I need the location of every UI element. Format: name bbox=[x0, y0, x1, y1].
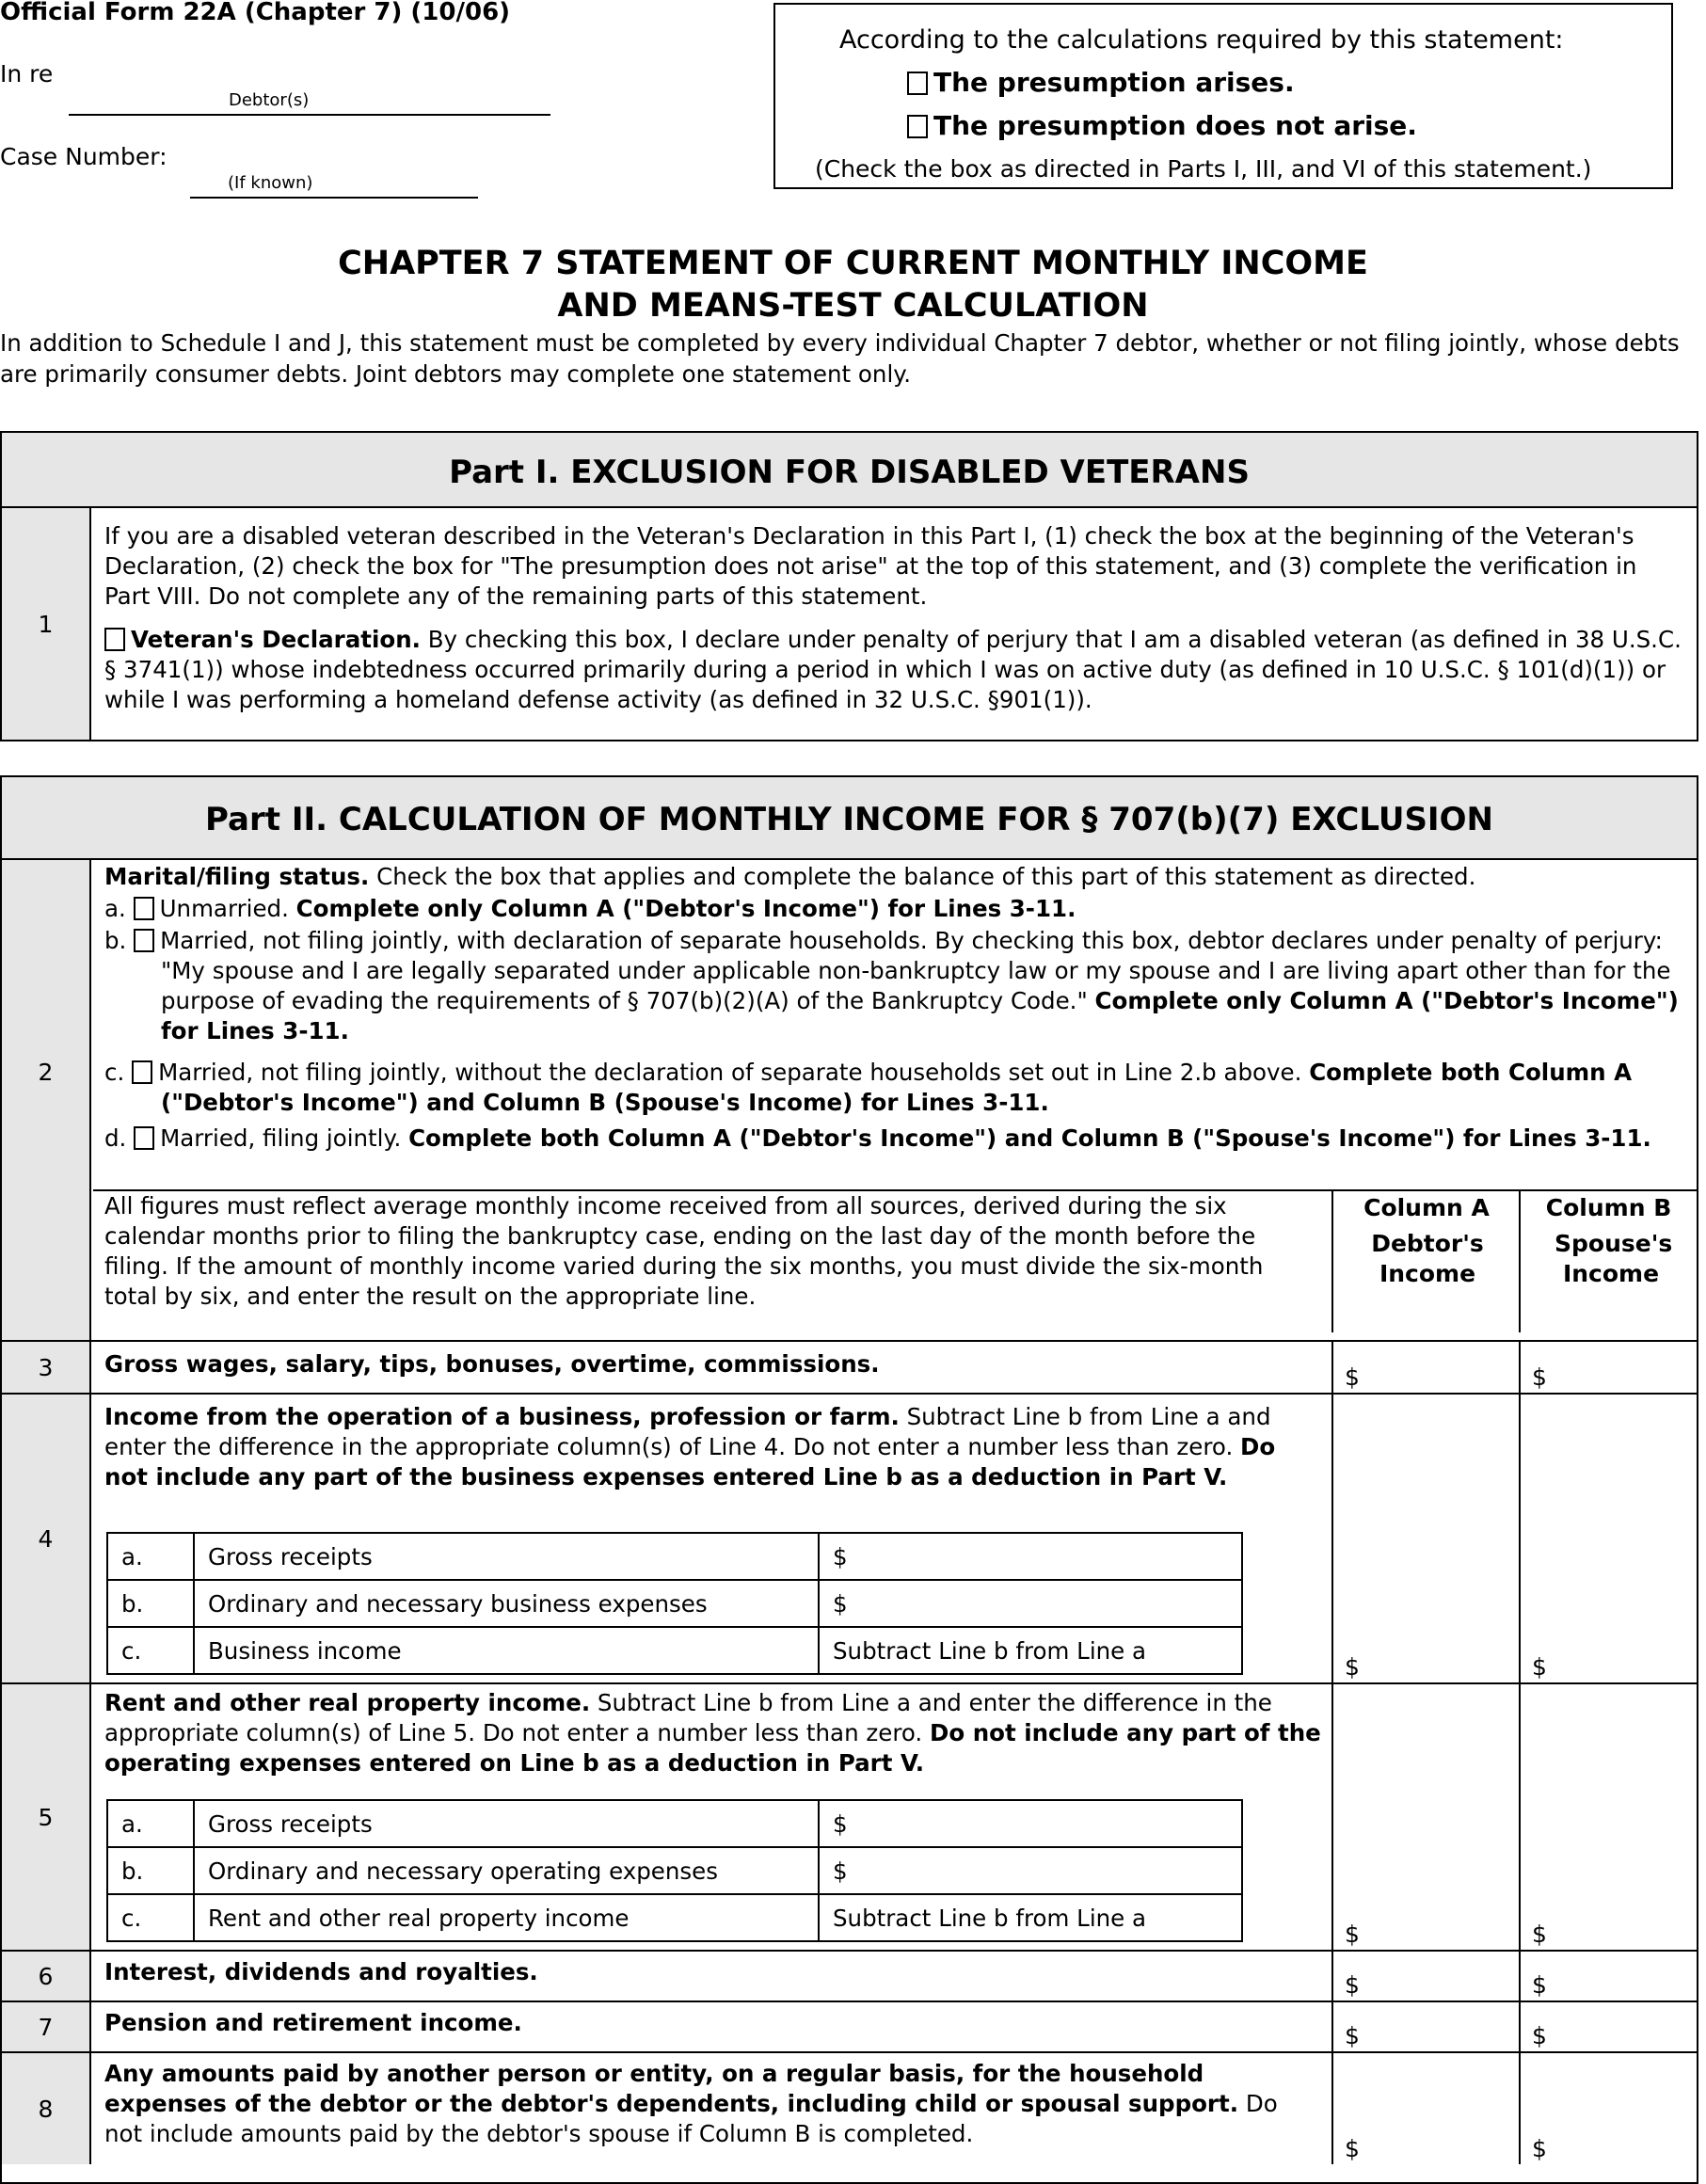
subtable-row bbox=[107, 1580, 1242, 1627]
line-3-column-b-field[interactable] bbox=[1519, 1342, 1697, 1393]
presumption-does-not-arise-option[interactable] bbox=[907, 110, 1417, 141]
option-instruction: Complete only Column A ("Debtor's Income") for Lines 3-11. bbox=[161, 987, 1679, 1044]
option-d-checkbox[interactable] bbox=[134, 1126, 154, 1150]
dollar-sign: $ bbox=[1532, 1921, 1547, 1948]
marital-status-heading bbox=[104, 862, 1687, 892]
business-expenses-field[interactable]: $ bbox=[819, 1580, 1242, 1627]
line-number: 3 bbox=[2, 1342, 91, 1393]
case-number-label: Case Number: bbox=[0, 143, 167, 170]
part-1-section bbox=[0, 431, 1698, 741]
row-letter: b. bbox=[107, 1847, 194, 1894]
option-a-checkbox[interactable] bbox=[134, 897, 154, 920]
veteran-declaration bbox=[104, 625, 1687, 715]
line-8-column-b-field[interactable] bbox=[1519, 2053, 1697, 2164]
subtable-row bbox=[107, 1800, 1242, 1847]
option-c-checkbox[interactable] bbox=[132, 1060, 152, 1084]
line-6-column-a-field[interactable] bbox=[1331, 1952, 1520, 2001]
title-line-2: AND MEANS-TEST CALCULATION bbox=[557, 287, 1149, 325]
subtable-row bbox=[107, 1533, 1242, 1580]
row-letter: a. bbox=[107, 1800, 194, 1847]
subtable-row bbox=[107, 1627, 1242, 1674]
presumption-intro: According to the calculations required by this statement: bbox=[839, 25, 1564, 55]
line-number: 4 bbox=[2, 1395, 91, 1682]
dollar-sign: $ bbox=[1532, 1653, 1547, 1681]
line-4-column-b-field[interactable] bbox=[1519, 1395, 1697, 1682]
figures-note: All figures must reflect average monthly income received from all sources, derived during the six calendar months prior to filing the bankruptcy case, ending on the last day of the month before the filing. If the amount of monthly income varied during the six months, you must divide the six-month total by six, and enter the result on the appropriate line. bbox=[104, 1192, 1264, 1310]
line-2-number-cell-continued bbox=[2, 1283, 91, 1340]
line-5-column-b-field[interactable] bbox=[1519, 1684, 1697, 1950]
rent-income-instruction: Subtract Line b from Line a bbox=[819, 1894, 1242, 1941]
line-7-row bbox=[2, 2001, 1697, 2051]
line-6-column-b-field[interactable] bbox=[1519, 1952, 1697, 2001]
line-5-column-a-field[interactable] bbox=[1331, 1684, 1520, 1950]
intro-paragraph: In addition to Schedule I and J, this statement must be completed by every individual Chapter 7 debtor, whether or not filing jointly, whose debts are primarily consumer debts. Joint debtors may complete one statement only. bbox=[0, 329, 1680, 388]
line-7-column-a-field[interactable] bbox=[1331, 2002, 1520, 2051]
title-line-1: CHAPTER 7 STATEMENT OF CURRENT MONTHLY INCOME bbox=[338, 245, 1368, 282]
marital-option-d[interactable] bbox=[104, 1124, 1687, 1154]
line-3-column-a-field[interactable] bbox=[1331, 1342, 1520, 1393]
presumption-arises-option[interactable] bbox=[907, 67, 1295, 98]
option-b-checkbox[interactable] bbox=[134, 929, 154, 952]
marital-option-b[interactable] bbox=[104, 926, 1687, 1046]
column-a-subtitle: Debtor's Income bbox=[1371, 1230, 1484, 1287]
line-4-label: Income from the operation of a business, profession or farm. bbox=[104, 1403, 900, 1430]
business-income-instruction: Subtract Line b from Line a bbox=[819, 1627, 1242, 1674]
row-label: Rent and other real property income bbox=[194, 1894, 819, 1941]
line-6-label: Interest, dividends and royalties. bbox=[104, 1958, 538, 1985]
option-text: Unmarried. bbox=[159, 895, 296, 922]
option-instruction: Complete both Column A ("Debtor's Income") and Column B (Spouse's Income) for Lines 3-11. bbox=[161, 1059, 1633, 1116]
line-2-row bbox=[2, 860, 1697, 1310]
line-8-description bbox=[104, 2059, 1318, 2149]
row-label: Gross receipts bbox=[194, 1800, 819, 1847]
line-5-subtable bbox=[106, 1799, 1243, 1942]
form-identifier: Official Form 22A (Chapter 7) (10/06) bbox=[0, 0, 511, 26]
presumption-does-not-arise-checkbox[interactable] bbox=[907, 115, 928, 138]
gross-receipts-field[interactable]: $ bbox=[819, 1533, 1242, 1580]
subtable-row bbox=[107, 1847, 1242, 1894]
line-3-row bbox=[2, 1340, 1697, 1393]
option-text: Married, filing jointly. bbox=[160, 1124, 409, 1152]
rent-gross-receipts-field[interactable]: $ bbox=[819, 1800, 1242, 1847]
subtable-row bbox=[107, 1894, 1242, 1941]
line-number: 8 bbox=[2, 2053, 91, 2164]
row-label: Gross receipts bbox=[194, 1533, 819, 1580]
marital-option-a[interactable] bbox=[104, 894, 1687, 924]
column-a-title: Column A bbox=[1363, 1194, 1490, 1221]
line-6-row bbox=[2, 1950, 1697, 2001]
line-4-description bbox=[104, 1402, 1318, 1492]
dollar-sign: $ bbox=[1345, 1921, 1360, 1948]
debtor-caption: Debtor(s) bbox=[229, 90, 310, 110]
line-3-label: Gross wages, salary, tips, bonuses, overtime, commissions. bbox=[104, 1350, 880, 1378]
dollar-sign: $ bbox=[1345, 2135, 1360, 2162]
line-number: 2 bbox=[2, 860, 91, 1283]
presumption-arises-label: The presumption arises. bbox=[933, 67, 1295, 98]
part-2-heading: Part II. CALCULATION OF MONTHLY INCOME FOR § 707(b)(7) EXCLUSION bbox=[2, 777, 1697, 860]
row-label: Ordinary and necessary business expenses bbox=[194, 1580, 819, 1627]
option-instruction: Complete both Column A ("Debtor's Income") and Column B ("Spouse's Income") for Lines 3-11. bbox=[408, 1124, 1651, 1152]
presumption-does-not-arise-label: The presumption does not arise. bbox=[933, 110, 1417, 141]
veteran-instructions: If you are a disabled veteran described in the Veteran's Declaration in this Part I, (1) check the box at the beginning of the Veteran's Declaration, (2) check the box for "The presumption does not arise" at the top of this statement, and (3) complete the verification in Part VIII. Do not complete any of the remaining parts of this statement. bbox=[104, 522, 1637, 610]
line-5-description bbox=[104, 1688, 1328, 1778]
option-letter: c. bbox=[104, 1059, 125, 1086]
part-2-section bbox=[0, 775, 1698, 2184]
column-b-subtitle: Spouse's Income bbox=[1555, 1230, 1673, 1287]
dollar-sign: $ bbox=[1532, 1363, 1547, 1391]
line-5-row bbox=[2, 1682, 1697, 1950]
option-letter: d. bbox=[104, 1124, 127, 1152]
debtor-name-field[interactable] bbox=[69, 87, 550, 116]
dollar-sign: $ bbox=[1345, 1653, 1360, 1681]
line-8-column-a-field[interactable] bbox=[1331, 2053, 1520, 2164]
line-5-warning: Do not include any part of the operating expenses entered on Line b as a deduction in Part V. bbox=[104, 1719, 1321, 1777]
row-letter: c. bbox=[107, 1894, 194, 1941]
case-number-caption: (If known) bbox=[228, 173, 313, 193]
presumption-box bbox=[773, 3, 1673, 189]
line-5-label: Rent and other real property income. bbox=[104, 1689, 591, 1716]
line-number: 7 bbox=[2, 2002, 91, 2051]
operating-expenses-field[interactable]: $ bbox=[819, 1847, 1242, 1894]
row-letter: b. bbox=[107, 1580, 194, 1627]
row-letter: c. bbox=[107, 1627, 194, 1674]
option-letter: a. bbox=[104, 895, 126, 922]
row-label: Ordinary and necessary operating expenses bbox=[194, 1847, 819, 1894]
dollar-sign: $ bbox=[1345, 1971, 1360, 1999]
presumption-note: (Check the box as directed in Parts I, III, and VI of this statement.) bbox=[815, 155, 1592, 183]
dollar-sign: $ bbox=[1532, 1971, 1547, 1999]
line-4-subtable bbox=[106, 1532, 1243, 1675]
line-4-text: Subtract Line b from Line a and enter the difference in the appropriate column(s) of Line 4. Do not enter a number less than zero. bbox=[104, 1403, 1271, 1460]
option-text: Married, not filing jointly, with declaration of separate households. By checking this box, debtor declares under penalty of perjury: "My spouse and I are legally separated under applicable non-bankruptcy law or my spouse and I are living apart other than for the purpose of evading the requirements of § 707(b)(2)(A) of the Bankruptcy Code." bbox=[160, 927, 1671, 1014]
column-a-header bbox=[1331, 1191, 1520, 1332]
option-letter: b. bbox=[104, 927, 127, 954]
column-b-header bbox=[1519, 1191, 1697, 1332]
line-8-row bbox=[2, 2051, 1697, 2164]
dollar-sign: $ bbox=[1532, 2135, 1547, 2162]
line-4-row bbox=[2, 1393, 1697, 1682]
dollar-sign: $ bbox=[1345, 1363, 1360, 1391]
veteran-declaration-checkbox[interactable] bbox=[104, 628, 125, 651]
row-label: Business income bbox=[194, 1627, 819, 1674]
dollar-sign: $ bbox=[1532, 2022, 1547, 2049]
line-7-column-b-field[interactable] bbox=[1519, 2002, 1697, 2051]
line-1-row bbox=[2, 508, 1697, 740]
line-4-column-a-field[interactable] bbox=[1331, 1395, 1520, 1682]
column-b-title: Column B bbox=[1545, 1194, 1672, 1221]
option-instruction: Complete only Column A ("Debtor's Income") for Lines 3-11. bbox=[295, 895, 1076, 922]
veteran-declaration-text: By checking this box, I declare under penalty of perjury that I am a disabled veteran (as defined in 38 U.S.C. § 3741(1)) whose indebtedness occurred primarily during a period in which I was on active duty (as defined in 10 U.S.C. § 101(d)(1)) or while I was performing a homeland defense activity (as defined in 32 U.S.C. §901(1)). bbox=[104, 626, 1682, 713]
column-header-row bbox=[93, 1189, 1697, 1310]
marital-status-instructions: Check the box that applies and complete the balance of this part of this statement as directed. bbox=[369, 863, 1476, 890]
veteran-declaration-label: Veteran's Declaration. bbox=[131, 626, 421, 653]
line-8-text: Do not include amounts paid by the debtor's spouse if Column B is completed. bbox=[104, 2090, 1278, 2147]
in-re-label: In re bbox=[0, 60, 54, 88]
line-number: 6 bbox=[2, 1952, 91, 2001]
line-number: 5 bbox=[2, 1684, 91, 1950]
marital-option-c[interactable] bbox=[104, 1058, 1687, 1118]
presumption-arises-checkbox[interactable] bbox=[907, 72, 928, 95]
line-4-warning: Do not include any part of the business expenses entered Line b as a deduction in Part V. bbox=[104, 1433, 1276, 1491]
row-letter: a. bbox=[107, 1533, 194, 1580]
line-5-text: Subtract Line b from Line a and enter the difference in the appropriate column(s) of Line 5. Do not enter a number less than zero. bbox=[104, 1689, 1272, 1746]
line-number: 1 bbox=[2, 508, 91, 740]
option-text: Married, not filing jointly, without the declaration of separate households set out in Line 2.b above. bbox=[158, 1059, 1310, 1086]
line-7-label: Pension and retirement income. bbox=[104, 2009, 522, 2036]
marital-status-title: Marital/filing status. bbox=[104, 863, 370, 890]
dollar-sign: $ bbox=[1345, 2022, 1360, 2049]
page-title bbox=[0, 243, 1706, 327]
line-8-label: Any amounts paid by another person or entity, on a regular basis, for the household expenses of the debtor or the debtor's dependents, including child or spousal support. bbox=[104, 2060, 1239, 2117]
part-1-heading: Part I. EXCLUSION FOR DISABLED VETERANS bbox=[2, 433, 1697, 508]
